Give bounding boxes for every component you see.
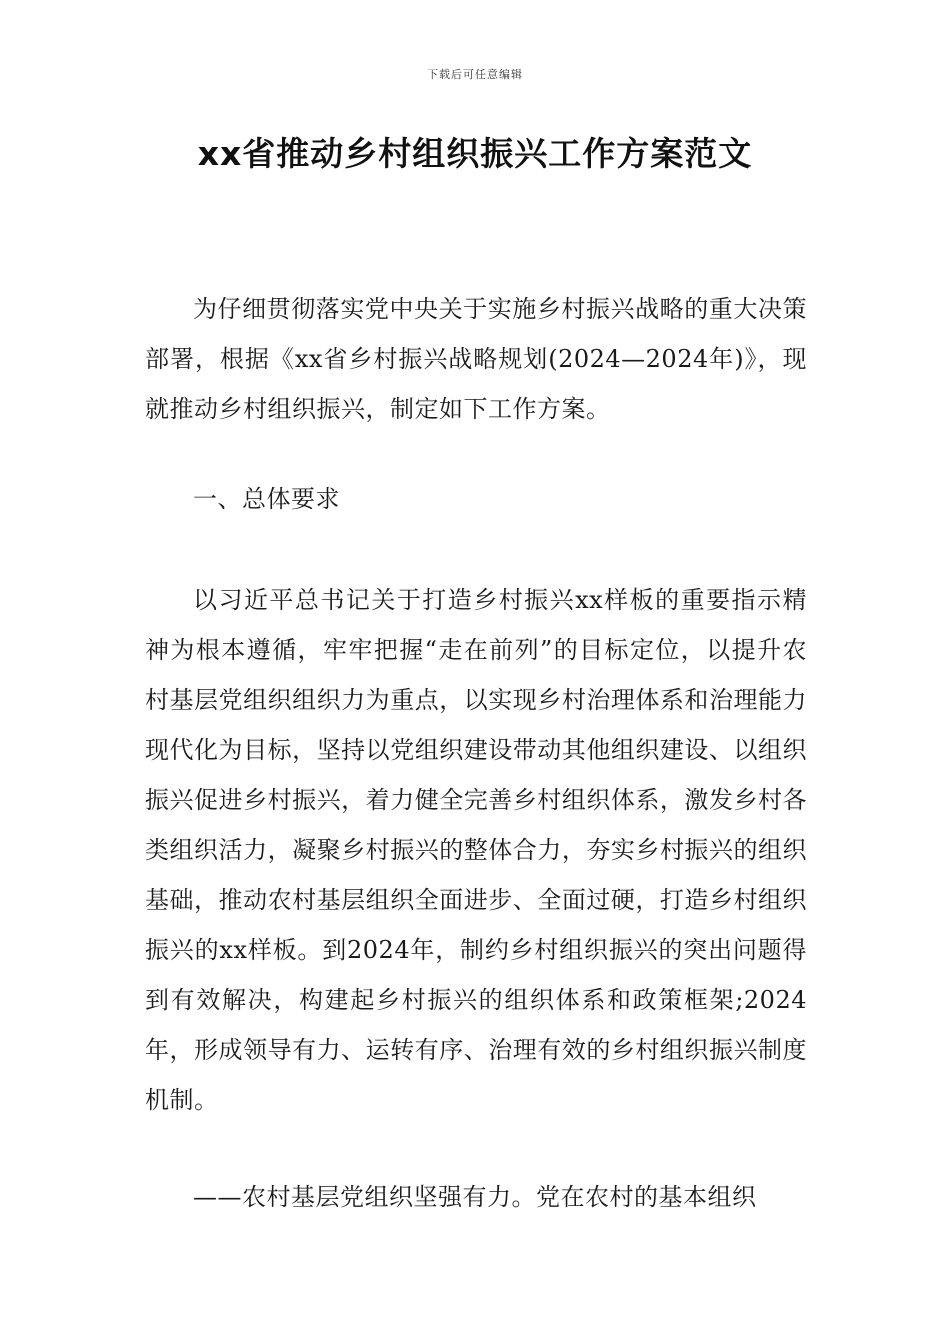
intro-paragraph: 为仔细贯彻落实党中央关于实施乡村振兴战略的重大决策部署，根据《xx省乡村振兴战略规划(2024—2024年)》，现就推动乡村组织振兴，制定如下工作方案。 xyxy=(145,295,807,423)
edit-notice: 下载后可任意编辑 xyxy=(427,68,523,81)
document-title: xx省推动乡村组织振兴工作方案范文 xyxy=(197,134,753,173)
section-heading-overall-requirements: 一、总体要求 xyxy=(193,485,340,513)
party-organization-point-paragraph: ——农村基层党组织坚强有力。党在农村的基本组织 xyxy=(193,1183,757,1211)
overall-requirements-paragraph: 以习近平总书记关于打造乡村振兴xx样板的重要指示精神为根本遵循，牢牢把握“走在前列”的目标定位，以提升农村基层党组织组织力为重点，以实现乡村治理体系和治理能力现代化为目标，坚持以党组织建设带动其他组织建设、以组织振兴促进乡村振兴，着力健全完善乡村组织体系，激发乡村各类组织活力，凝聚乡村振兴的整体合力，夯实乡村振兴的组织基础，推动农村基层组织全面进步、全面过硬，打造乡村组织振兴的xx样板。到2024年，制约乡村组织振兴的突出问题得到有效解决，构建起乡村振兴的组织体系和政策框架;2024年，形成领导有力、运转有序、治理有效的乡村组织振兴制度机制。 xyxy=(145,586,807,1114)
